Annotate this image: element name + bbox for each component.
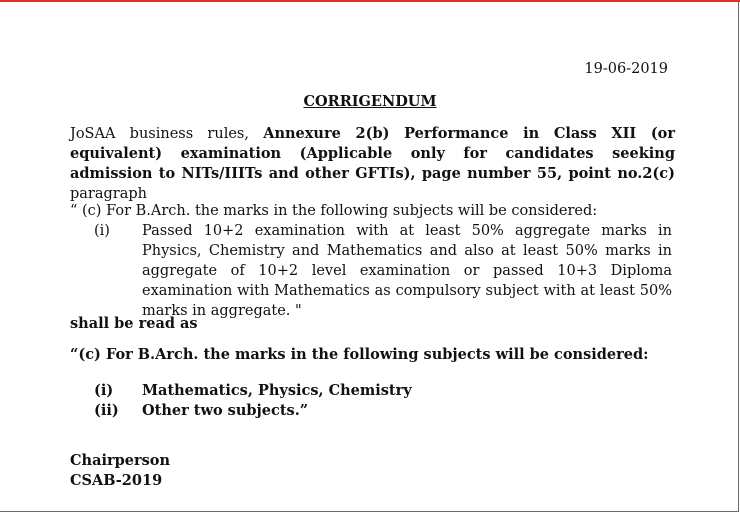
old-item-text: Passed 10+2 examination with at least 50% aggregate marks in Physics, Chemistry and Mathematics and also at least 50% marks in aggregate of 10+2 level examination or passed 10+3 Diploma examination with Mathematics as compulsory subject with at least 50% marks in aggregate. " bbox=[142, 223, 672, 319]
old-item-number: (i) bbox=[94, 223, 110, 239]
new-item-number: (ii) bbox=[94, 402, 119, 419]
new-item-text: Other two subjects.” bbox=[142, 402, 309, 419]
intro-text-bold: Annexure 2(b) Performance in Class XII (or equivalent) examination (Applicable only for candidates seeking admission to NITs/IIITs and other GFTIs), page number 55, point no.2(c) bbox=[70, 125, 675, 182]
document-title bbox=[0, 93, 740, 110]
signature-org: CSAB-2019 bbox=[70, 472, 163, 489]
intro-text-1: JoSAA business rules, bbox=[70, 126, 264, 142]
intro-text-2: paragraph bbox=[70, 186, 147, 202]
document-date: 19-06-2019 bbox=[584, 61, 668, 77]
title-text: CORRIGENDUM bbox=[303, 93, 437, 110]
new-heading: “(c) For B.Arch. the marks in the following subjects will be considered: bbox=[70, 346, 649, 363]
new-item-text: Mathematics, Physics, Chemistry bbox=[142, 382, 412, 399]
shall-read-as: shall be read as bbox=[70, 315, 198, 332]
signature-title: Chairperson bbox=[70, 452, 171, 469]
new-item-number: (i) bbox=[94, 382, 114, 399]
old-quote-intro: “ (c) For B.Arch. the marks in the following subjects will be considered: bbox=[70, 203, 598, 219]
top-border-line bbox=[0, 0, 740, 2]
intro-paragraph bbox=[70, 124, 675, 204]
